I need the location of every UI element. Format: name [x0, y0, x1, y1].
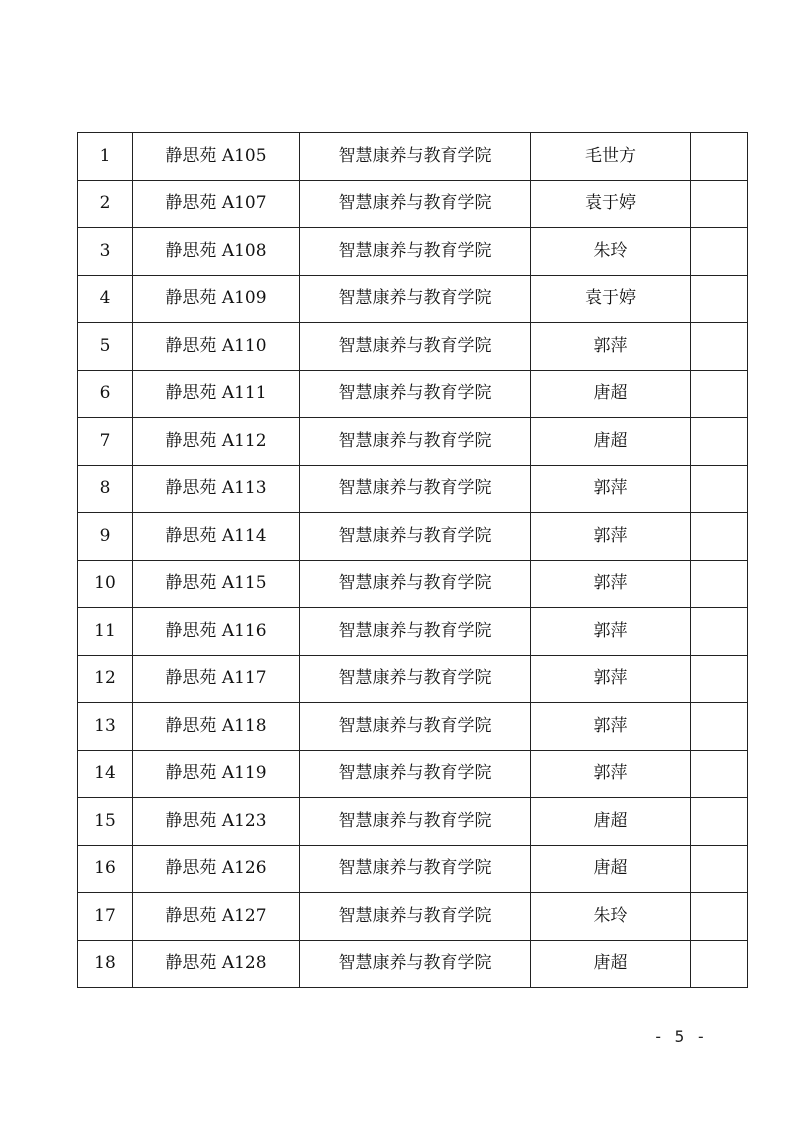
- college-cell: 智慧康养与教育学院: [300, 323, 531, 371]
- note-cell: [691, 323, 748, 371]
- table-row: [78, 560, 748, 608]
- person-name-cell: 唐超: [531, 845, 691, 893]
- table-row: [78, 750, 748, 798]
- room-cell: 静思苑 A117: [133, 655, 300, 703]
- note-cell: [691, 845, 748, 893]
- person-name-cell: 朱玲: [531, 228, 691, 276]
- room-cell: 静思苑 A105: [133, 133, 300, 181]
- room-cell: 静思苑 A107: [133, 180, 300, 228]
- room-cell: 静思苑 A119: [133, 750, 300, 798]
- room-cell: 静思苑 A114: [133, 513, 300, 561]
- room-cell: 静思苑 A110: [133, 323, 300, 371]
- room-cell: 静思苑 A108: [133, 228, 300, 276]
- room-cell: 静思苑 A123: [133, 798, 300, 846]
- row-number-cell: 8: [78, 465, 133, 513]
- college-cell: 智慧康养与教育学院: [300, 750, 531, 798]
- row-number-cell: 14: [78, 750, 133, 798]
- note-cell: [691, 228, 748, 276]
- college-cell: 智慧康养与教育学院: [300, 513, 531, 561]
- page-number: - 5 -: [653, 1027, 707, 1046]
- dorm-assignment-table: [77, 132, 748, 988]
- room-cell: 静思苑 A111: [133, 370, 300, 418]
- table-body: [78, 133, 748, 988]
- room-cell: 静思苑 A112: [133, 418, 300, 466]
- table-row: [78, 133, 748, 181]
- note-cell: [691, 893, 748, 941]
- note-cell: [691, 940, 748, 988]
- person-name-cell: 唐超: [531, 798, 691, 846]
- row-number-cell: 12: [78, 655, 133, 703]
- note-cell: [691, 513, 748, 561]
- row-number-cell: 1: [78, 133, 133, 181]
- room-cell: 静思苑 A126: [133, 845, 300, 893]
- note-cell: [691, 133, 748, 181]
- person-name-cell: 郭萍: [531, 323, 691, 371]
- college-cell: 智慧康养与教育学院: [300, 133, 531, 181]
- row-number-cell: 2: [78, 180, 133, 228]
- row-number-cell: 16: [78, 845, 133, 893]
- note-cell: [691, 465, 748, 513]
- person-name-cell: 郭萍: [531, 750, 691, 798]
- table-row: [78, 275, 748, 323]
- person-name-cell: 郭萍: [531, 608, 691, 656]
- college-cell: 智慧康养与教育学院: [300, 180, 531, 228]
- row-number-cell: 9: [78, 513, 133, 561]
- row-number-cell: 18: [78, 940, 133, 988]
- row-number-cell: 13: [78, 703, 133, 751]
- person-name-cell: 唐超: [531, 370, 691, 418]
- college-cell: 智慧康养与教育学院: [300, 845, 531, 893]
- college-cell: 智慧康养与教育学院: [300, 703, 531, 751]
- note-cell: [691, 560, 748, 608]
- table-row: [78, 893, 748, 941]
- person-name-cell: 郭萍: [531, 703, 691, 751]
- table-row: [78, 180, 748, 228]
- table-row: [78, 418, 748, 466]
- row-number-cell: 3: [78, 228, 133, 276]
- row-number-cell: 15: [78, 798, 133, 846]
- college-cell: 智慧康养与教育学院: [300, 275, 531, 323]
- row-number-cell: 7: [78, 418, 133, 466]
- note-cell: [691, 418, 748, 466]
- table-row: [78, 845, 748, 893]
- college-cell: 智慧康养与教育学院: [300, 228, 531, 276]
- college-cell: 智慧康养与教育学院: [300, 655, 531, 703]
- room-cell: 静思苑 A115: [133, 560, 300, 608]
- note-cell: [691, 608, 748, 656]
- college-cell: 智慧康养与教育学院: [300, 608, 531, 656]
- note-cell: [691, 275, 748, 323]
- note-cell: [691, 703, 748, 751]
- room-cell: 静思苑 A127: [133, 893, 300, 941]
- table-row: [78, 323, 748, 371]
- college-cell: 智慧康养与教育学院: [300, 893, 531, 941]
- table-row: [78, 608, 748, 656]
- room-cell: 静思苑 A109: [133, 275, 300, 323]
- row-number-cell: 5: [78, 323, 133, 371]
- college-cell: 智慧康养与教育学院: [300, 465, 531, 513]
- row-number-cell: 10: [78, 560, 133, 608]
- person-name-cell: 唐超: [531, 940, 691, 988]
- table-row: [78, 228, 748, 276]
- note-cell: [691, 750, 748, 798]
- note-cell: [691, 370, 748, 418]
- table-row: [78, 370, 748, 418]
- person-name-cell: 郭萍: [531, 560, 691, 608]
- row-number-cell: 17: [78, 893, 133, 941]
- college-cell: 智慧康养与教育学院: [300, 798, 531, 846]
- row-number-cell: 6: [78, 370, 133, 418]
- person-name-cell: 郭萍: [531, 465, 691, 513]
- person-name-cell: 郭萍: [531, 513, 691, 561]
- college-cell: 智慧康养与教育学院: [300, 418, 531, 466]
- room-cell: 静思苑 A118: [133, 703, 300, 751]
- person-name-cell: 袁于婷: [531, 275, 691, 323]
- note-cell: [691, 180, 748, 228]
- college-cell: 智慧康养与教育学院: [300, 370, 531, 418]
- person-name-cell: 朱玲: [531, 893, 691, 941]
- room-cell: 静思苑 A128: [133, 940, 300, 988]
- table-row: [78, 655, 748, 703]
- person-name-cell: 唐超: [531, 418, 691, 466]
- row-number-cell: 4: [78, 275, 133, 323]
- table-row: [78, 465, 748, 513]
- note-cell: [691, 798, 748, 846]
- table-row: [78, 940, 748, 988]
- person-name-cell: 郭萍: [531, 655, 691, 703]
- person-name-cell: 毛世方: [531, 133, 691, 181]
- table-row: [78, 513, 748, 561]
- college-cell: 智慧康养与教育学院: [300, 940, 531, 988]
- person-name-cell: 袁于婷: [531, 180, 691, 228]
- row-number-cell: 11: [78, 608, 133, 656]
- note-cell: [691, 655, 748, 703]
- table-row: [78, 798, 748, 846]
- college-cell: 智慧康养与教育学院: [300, 560, 531, 608]
- table-row: [78, 703, 748, 751]
- room-cell: 静思苑 A113: [133, 465, 300, 513]
- room-cell: 静思苑 A116: [133, 608, 300, 656]
